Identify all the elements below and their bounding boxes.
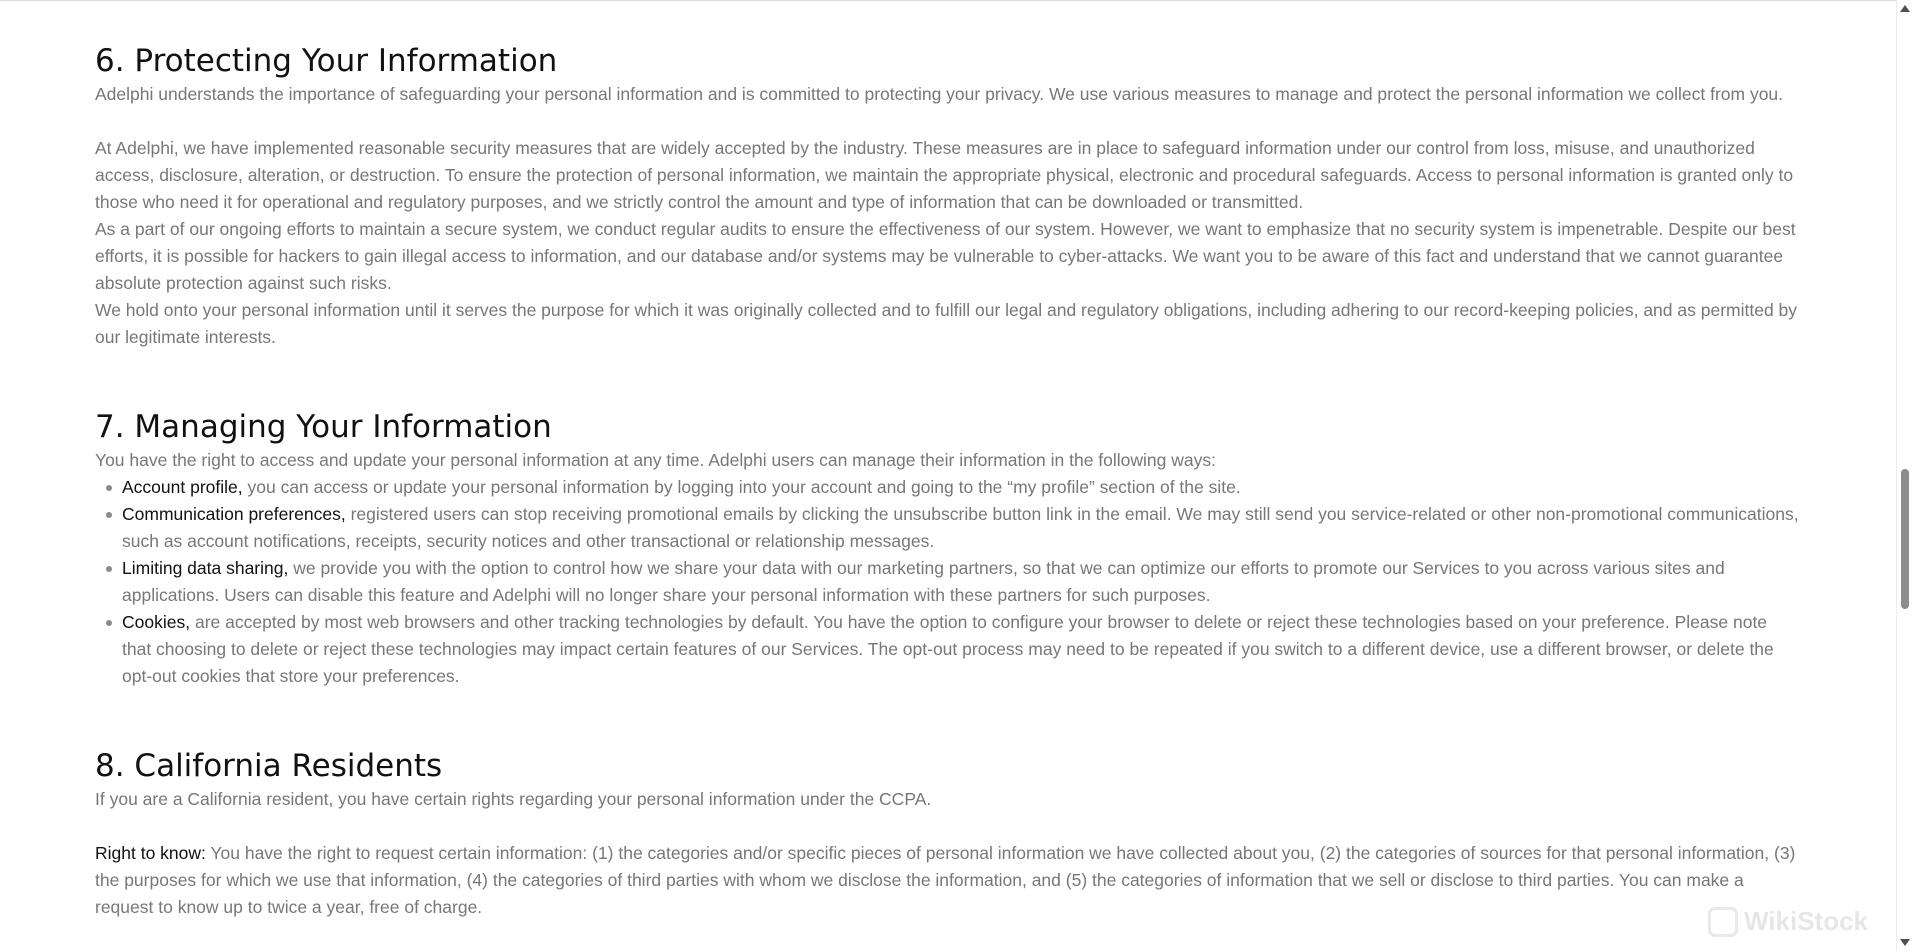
list-item-text: we provide you with the option to control how we share your data with our marketing partners, so that we can optimize our efforts to promote our Services to you across various sites and applications. Users can disable this feature and Adelphi will no longer share your personal information with these partners for such purposes. [122, 558, 1725, 605]
section-6-paragraph-1: Adelphi understands the importance of safeguarding your personal information and is committed to protecting your privacy. We use various measures to manage and protect the personal information we collect from you. [95, 84, 1784, 104]
list-item-account-profile [122, 474, 1800, 501]
section-6-paragraph-3: As a part of our ongoing efforts to maintain a secure system, we conduct regular audits to ensure the effectiveness of our system. However, we want to emphasize that no security system is impenetrable. Despite our best efforts, it is possible for hackers to gain illegal access to information, and our database and/or systems may be vulnerable to cyber-attacks. We want you to be aware of this fact and understand that we cannot guarantee absolute protection against such risks. [95, 219, 1796, 293]
right-to-know-text: You have the right to request certain information: (1) the categories and/or specific pieces of personal information we have collected about you, (2) the categories of sources for that personal information, (3) the purposes for which we use that information, (4) the categories of third parties with whom we disclose the information, and (5) the categories of information that we sell or disclose to third parties. You can make a request to know up to twice a year, free of charge. [95, 843, 1796, 917]
list-item-text: registered users can stop receiving promotional emails by clicking the unsubscribe button link in the email. We may still send you service-related or other non-promotional communications, such as account notifications, receipts, security notices and other transactional or relationship messages. [122, 504, 1799, 551]
right-to-know-term: Right to know: [95, 843, 206, 863]
scroll-up-arrow-icon[interactable] [1900, 5, 1910, 12]
list-item-term: Limiting data sharing, [122, 558, 289, 578]
list-item-text: are accepted by most web browsers and other tracking technologies by default. You have the option to configure your browser to delete or reject these technologies based on your preference. Please note that choosing to delete or reject these technologies may impact certain features of our Services. The opt-out process may need to be repeated if you switch to a different device, use a different browser, or delete the opt-out cookies that store your preferences. [122, 612, 1774, 686]
section-6-heading: 6. Protecting Your Information [95, 43, 558, 79]
manage-info-list [95, 474, 1800, 690]
scrollbar-thumb[interactable] [1901, 469, 1909, 609]
section-8-intro: If you are a California resident, you have certain rights regarding your personal information under the CCPA. [95, 789, 932, 809]
list-item-communication-preferences [122, 501, 1800, 555]
section-8-right-to-know [95, 840, 1800, 921]
list-item-text: you can access or update your personal information by logging into your account and going to the “my profile” section of the site. [242, 477, 1241, 497]
policy-content [95, 41, 1800, 921]
list-item-term: Cookies, [122, 612, 191, 632]
watermark-text: WikiStock [1743, 906, 1868, 936]
section-7-heading: 7. Managing Your Information [95, 409, 552, 445]
section-8-heading: 8. California Residents [95, 748, 443, 784]
list-item-cookies [122, 609, 1800, 690]
watermark [1708, 906, 1868, 937]
section-6-paragraph-4: We hold onto your personal information until it serves the purpose for which it was originally collected and to fulfill our legal and regulatory obligations, including adhering to our record-keeping policies, and as permitted by our legitimate interests. [95, 300, 1798, 347]
section-7-intro: You have the right to access and update your personal information at any time. Adelphi users can manage their information in the following ways: [95, 450, 1216, 470]
vertical-scrollbar[interactable] [1896, 0, 1913, 951]
list-item-term: Account profile, [122, 477, 243, 497]
section-6-paragraph-2: At Adelphi, we have implemented reasonable security measures that are widely accepted by the industry. These measures are in place to safeguard information under our control from loss, misuse, and unauthorized access, disclosure, alteration, or destruction. To ensure the protection of personal information, we maintain the appropriate physical, electronic and procedural safeguards. Access to personal information is granted only to those who need it for operational and regulatory purposes, and we strictly control the amount and type of information that can be downloaded or transmitted. [95, 138, 1794, 212]
scroll-down-arrow-icon[interactable] [1900, 939, 1910, 946]
list-item-term: Communication preferences, [122, 504, 346, 524]
list-item-limiting-data-sharing [122, 555, 1800, 609]
watermark-logo-icon [1708, 907, 1738, 937]
